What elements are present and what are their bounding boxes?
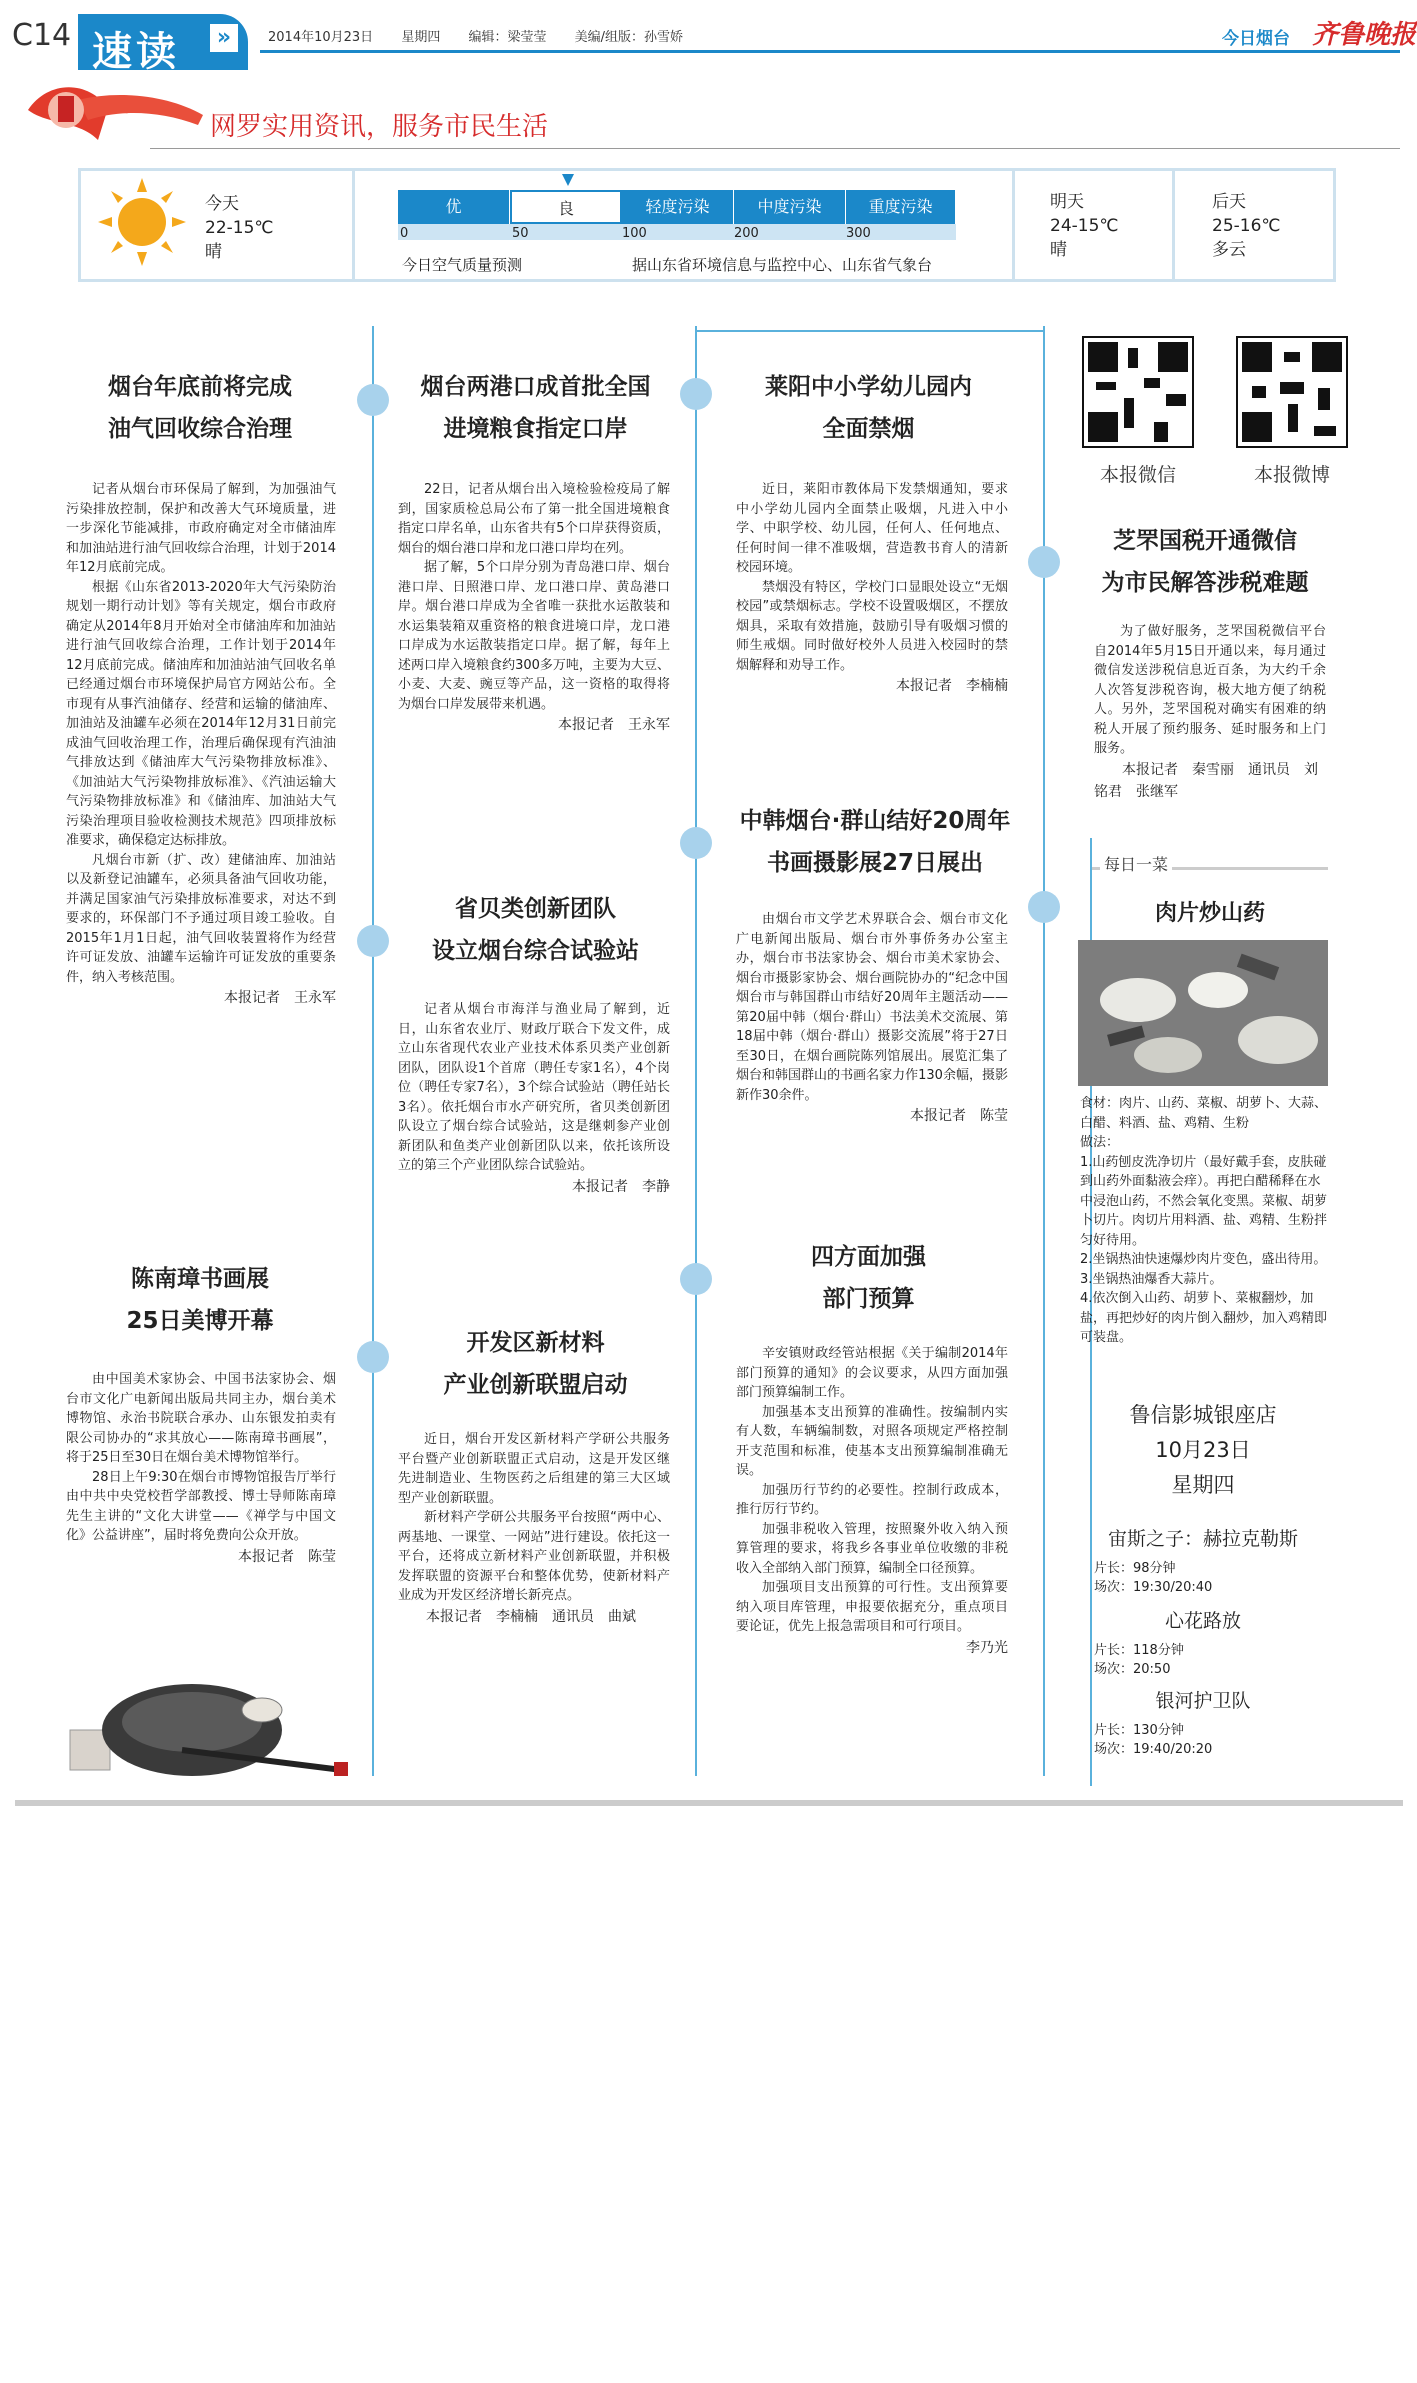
article-headline: [716, 800, 1034, 884]
aqi-pointer-icon: [560, 172, 576, 188]
movie-times: 场次：19:40/20:20: [1094, 1742, 1213, 1757]
issue-meta: [268, 26, 707, 45]
movie-length: 片长：98分钟: [1094, 1561, 1176, 1576]
byline: 本报记者 李静: [572, 1178, 670, 1195]
dish-photo-icon: [1078, 940, 1328, 1086]
movie-title: 宙斯之子：赫拉克勒斯: [1107, 1528, 1298, 1550]
aqi-level-heavy: 重度污染: [846, 190, 956, 224]
double-chevron-icon: »: [210, 24, 238, 52]
movie-times: 场次：19:30/20:40: [1094, 1580, 1213, 1595]
headline-line: 全面禁烟: [822, 416, 915, 442]
slogan: 网罗实用资讯，服务市民生活: [210, 112, 549, 142]
recipe-step: 2.坐锅热油快速爆炒肉片变色，盛出待用。: [1080, 1252, 1327, 1267]
timeline-dot: [680, 827, 712, 859]
headline-line: 四方面加强: [811, 1244, 926, 1270]
recipe-title: 肉片炒山药: [1154, 901, 1265, 926]
recipe-ingredients: 食材：肉片、山药、菜椒、胡萝卜、大蒜、白醋、料酒、盐、鸡精、生粉: [1080, 1096, 1328, 1131]
byline: 本报记者 陈莹: [238, 1548, 336, 1565]
sun-icon: [98, 178, 186, 266]
timeline-dot: [1028, 891, 1060, 923]
aqi-source: 据山东省环境信息与监控中心、山东省气象台: [632, 256, 933, 274]
issue-editor: 编辑：梁莹莹: [468, 30, 547, 45]
column-divider: [372, 326, 374, 1776]
timeline-dot: [357, 384, 389, 416]
paragraph: 根据《山东省2013-2020年大气污染防治规划一期行动计划》等有关规定，烟台市政府确定从2014年8月开始对全市储油库和加油站进行油气回收综合治理，工作计划于2014年12月底前完成。储油库和加油站油气回收名单已经通过烟台市环境保护局官方网站公布。全市现有从事汽油储存、经营和运输的储油库、加油站及油罐车必须在2014年12月31日前完成油气回收治理工作，治理后确保现有汽油油气排放达到《储油库大气污染物排放标准》、《加油站大气污染物排放标准》、《汽油运输大气污染物排放标准》和《储油库、加油站大气污染治理项目验收检测技术规范》四项排放标准要求，确保稳定达标排放。: [66, 579, 336, 848]
headline-line: 省贝类创新团队: [455, 896, 616, 922]
tomorrow-label: 明天: [1050, 192, 1084, 212]
paragraph: 记者从烟台市海洋与渔业局了解到，近日，山东省农业厅、财政厅联合下发文件，成立山东省现代农业产业技术体系贝类产业创新团队，团队设1个首席（聘任专家1名），4个岗位（聘任专家7名），3个综合试验站（聘任站长3名）。依托烟台市水产研究所，省贝类创新团队设立了烟台综合试验站，这是继刺参产业创新团队和鱼类产业创新团队以来，依托该所设立的第三个产业团队综合试验站。: [398, 1002, 670, 1173]
recipe-step: 1.山药刨皮洗净切片（最好戴手套，皮肤碰到山药外面黏液会痒）。再把白醋稀释在水中浸泡山药，不然会氧化变黑。菜椒、胡萝卜切片。肉切片用料酒、盐、鸡精、生粉拌匀好待用。: [1080, 1154, 1328, 1248]
weather-divider: [1172, 170, 1175, 280]
after-cond: 多云: [1212, 240, 1246, 260]
movie-length: 片长：118分钟: [1094, 1643, 1184, 1658]
movie-listing: [1080, 1686, 1326, 1759]
tomorrow-weather: [1050, 190, 1119, 262]
headline-line: 陈南璋书画展: [131, 1266, 269, 1292]
article-body: [398, 480, 670, 736]
byline: 本报记者 秦雪丽 通讯员 刘铭君 张继军: [1094, 761, 1318, 800]
movie-title: 心花路放: [1164, 1610, 1241, 1632]
article-body: [736, 1344, 1008, 1659]
qr-code-wechat-icon[interactable]: [1082, 336, 1194, 448]
recipe-tab-label: 每日一菜: [1100, 852, 1172, 875]
timeline-dot: [357, 1341, 389, 1373]
cinema-date: 10月23日: [1155, 1438, 1251, 1462]
article-headline: [393, 1322, 678, 1406]
after-temp: 25-16℃: [1212, 216, 1281, 236]
recipe-method-label: 做法：: [1080, 1135, 1120, 1150]
headline-line: 烟台两港口成首批全国: [420, 374, 651, 400]
today-cond: 晴: [205, 242, 222, 262]
today-temp: 22-15℃: [205, 218, 274, 238]
headline-line: 开发区新材料: [466, 1330, 605, 1356]
aqi-level-light: 轻度污染: [622, 190, 734, 224]
movie-listing: [1080, 1606, 1326, 1679]
recipe-step: 3.坐锅热油爆香大蒜片。: [1080, 1271, 1223, 1287]
today-label: 今天: [205, 194, 239, 214]
aqi-tick: 300: [846, 226, 871, 241]
column-divider: [1043, 326, 1045, 1776]
aqi-scale-base: [398, 224, 956, 240]
article-body: [398, 1430, 670, 1628]
article-headline: [393, 888, 678, 972]
recipe-body: [1080, 1094, 1330, 1348]
column-divider: [695, 326, 697, 1776]
after-label: 后天: [1212, 192, 1246, 212]
aqi-tick: 0: [400, 226, 409, 241]
paragraph: 辛安镇财政经管站根据《关于编制2014年部门预算的通知》的会议要求，从四方面加强部门预算编制工作。: [736, 1346, 1008, 1400]
brand-logo: 齐鲁晚报: [1312, 20, 1417, 50]
header-rule: [260, 50, 1400, 53]
aqi-level-excellent: 优: [398, 190, 510, 224]
article-body: [736, 910, 1008, 1127]
byline: 本报记者 李楠楠: [896, 678, 1008, 694]
byline: 本报记者 陈莹: [910, 1108, 1008, 1124]
aqi-tick: 100: [622, 226, 647, 241]
after-weather: [1212, 190, 1281, 262]
paragraph: 新材料产学研公共服务平台按照“两中心、两基地、一课堂、一网站”进行建设。依托这一平台，还将成立新材料产业创新联盟，并积极发挥联盟的资源平台和整体优势，使新材料产业成为开发区经济增长新亮点。: [398, 1510, 670, 1603]
recipe-photo: [1078, 940, 1328, 1086]
tomorrow-cond: 晴: [1050, 240, 1067, 260]
cinema-name: 鲁信影城银座店: [1129, 1403, 1277, 1427]
timeline-dot: [1028, 546, 1060, 578]
ribbon-logo-icon: [18, 70, 208, 160]
article-body: [1094, 622, 1326, 803]
aqi-today-label: 今日空气质量预测: [402, 256, 523, 274]
timeline-dot: [357, 925, 389, 957]
inkstone-photo-icon: [62, 1650, 352, 1790]
aqi-tick: 200: [734, 226, 759, 241]
cinema-weekday: 星期四: [1171, 1473, 1235, 1497]
paragraph: 28日上午9:30在烟台市博物馆报告厅举行由中共中央党校哲学部教授、博士导师陈南璋先生主讲的“文化大讲堂——《禅学与中国文化》公益讲座”，届时将免费向公众开放。: [66, 1469, 336, 1543]
article-headline: [716, 366, 1021, 450]
slogan-rule: [150, 148, 1400, 149]
article-headline: [60, 1258, 340, 1342]
movie-length: 片长：130分钟: [1094, 1723, 1184, 1738]
paragraph: 由中国美术家协会、中国书法家协会、烟台市文化广电新闻出版局共同主办，烟台美术博物馆、永治书院联合承办、山东银发拍卖有限公司协办的“求其放心——陈南璋书画展”，将于25日至30日在烟台美术博物馆举行。: [66, 1372, 336, 1465]
headline-line: 莱阳中小学幼儿园内: [765, 374, 972, 400]
paragraph: 加强基本支出预算的准确性。按编制内实有人数，车辆编制数，对照各项规定严格控制开支范围和标准，使基本支出预算编制准确无误。: [736, 1404, 1008, 1478]
paragraph: 加强历行节约的必要性。控制行政成本，推行厉行节约。: [736, 1482, 1008, 1517]
paragraph: 近日，莱阳市教体局下发禁烟通知，要求中小学幼儿园内全面禁止吸烟，凡进入中小学、中职学校、幼儿园，任何人、任何地点、任何时间一律不准吸烟，营造教书育人的清新校园环境。: [736, 482, 1008, 575]
aqi-level-good: 良: [510, 190, 622, 224]
article-headline: [60, 366, 340, 450]
issue-date: 2014年10月23日: [268, 30, 374, 45]
paragraph: 凡烟台市新（扩、改）建储油库、加油站以及新登记油罐车，必须具备油气回收功能，并满足国家油气污染排放标准要求，对达不到要求的，环保部门不予通过项目竣工验收。自2015年1月1日起，油气回收装置将作为经营许可证发放、油罐车运输许可证发放的重要条件，纳入考核范围。: [66, 852, 336, 985]
paragraph: 禁烟没有特区，学校门口显眼处设立“无烟校园”或禁烟标志。学校不设置吸烟区，不摆放烟具，采取有效措施，鼓励引导有吸烟习惯的师生戒烟。同时做好校外人员进入校园时的禁烟解释和劝导工作。: [736, 579, 1008, 673]
headline-line: 书画摄影展27日展出: [766, 850, 983, 876]
aqi-level-moderate: 中度污染: [734, 190, 846, 224]
headline-line: 为市民解答涉税难题: [1101, 570, 1309, 596]
headline-line: 烟台年底前将完成: [108, 374, 292, 400]
byline: 本报记者 王永军: [558, 717, 670, 733]
today-weather: [205, 192, 274, 264]
headline-line: 芝罘国税开通微信: [1113, 528, 1297, 554]
headline-line: 产业创新联盟启动: [443, 1372, 628, 1398]
article-body: [736, 480, 1008, 697]
weather-divider: [1012, 170, 1015, 280]
headline-line: 部门预算: [822, 1286, 915, 1312]
paragraph: 记者从烟台市环保局了解到，为加强油气污染排放控制，保护和改善大气环境质量，进一步深化节能减排，市政府确定对全市储油库和加油站进行油气回收综合治理，计划于2014年12月底前完成。: [66, 482, 336, 575]
cinema-header: [1080, 1398, 1326, 1503]
issue-weekday: 星期四: [401, 30, 441, 45]
recipe-step: 4.依次倒入山药、胡萝卜、菜椒翻炒，加盐，再把炒好的肉片倒入翻炒，加入鸡精即可装盘。: [1080, 1291, 1328, 1345]
paragraph: 由烟台市文学艺术界联合会、烟台市文化广电新闻出版局、烟台市外事侨务办公室主办，烟台市书法家协会、烟台市美术家协会、烟台市摄影家协会、烟台画院协办的“纪念中国烟台市与韩国群山市结好20周年主题活动——第20届中韩（烟台·群山）书法美术交流展、第18届中韩（烟台·群山）摄影交流展”将于27日至30日，在烟台画院陈列馆展出。展览汇集了烟台和韩国群山的书画名家力作130余幅，摄影新作30余件。: [736, 912, 1008, 1103]
article-headline: [716, 1236, 1021, 1320]
headline-line: 设立烟台综合试验站: [432, 938, 639, 964]
weather-divider: [352, 170, 355, 280]
byline: 本报记者 李楠楠 通讯员 曲斌: [426, 1608, 636, 1625]
movie-times: 场次：20:50: [1094, 1662, 1171, 1677]
byline: 本报记者 王永军: [224, 990, 336, 1006]
byline: 李乃光: [966, 1639, 1008, 1656]
qr-label-weibo: 本报微博: [1253, 464, 1330, 486]
article-headline: [393, 366, 678, 450]
headline-line: 油气回收综合治理: [108, 416, 292, 442]
page-bottom-rule: [15, 1800, 1403, 1806]
edition-label: 今日烟台: [1222, 29, 1290, 49]
paragraph: 加强项目支出预算的可行性。支出预算要纳入项目库管理，申报要依据充分，重点项目要论证，优先上报急需项目和可行项目。: [736, 1580, 1008, 1634]
headline-line: 中韩烟台·群山结好20周年: [739, 808, 1011, 834]
page-number: C14: [12, 18, 72, 53]
column-frame: [695, 330, 1043, 332]
timeline-dot: [680, 378, 712, 410]
qr-label-wechat: 本报微信: [1099, 464, 1176, 486]
paragraph: 据了解，5个口岸分别为青岛港口岸、烟台港口岸、日照港口岸、龙口港口岸、黄岛港口岸。烟台港口岸成为全省唯一获批水运散装和水运集装箱双重资格的粮食进境口岸，龙口港口岸成为水运散装指定口岸。据了解，每年上述两口岸入境粮食约300多万吨，主要为大豆、小麦、大麦、豌豆等产品，这一资格的取得将为烟台口岸发展带来机遇。: [398, 560, 670, 712]
article-headline: [1080, 520, 1330, 604]
timeline-dot: [680, 1263, 712, 1295]
article-body: [398, 1000, 670, 1198]
tomorrow-temp: 24-15℃: [1050, 216, 1119, 236]
paragraph: 加强非税收入管理，按照聚外收入纳入预算管理的要求，将我乡各事业单位收缴的非税收入全部纳入部门预算，编制全口径预算。: [736, 1521, 1008, 1576]
issue-designer: 美编/组版：孙雪娇: [574, 30, 684, 45]
headline-line: 25日美博开幕: [126, 1308, 274, 1334]
qr-code-weibo-icon[interactable]: [1236, 336, 1348, 448]
article-body: [66, 480, 336, 1009]
paragraph: 近日，烟台开发区新材料产学研公共服务平台暨产业创新联盟正式启动，这是开发区继先进制造业、生物医药之后组建的第三大区域型产业创新联盟。: [398, 1432, 670, 1506]
paragraph: 22日，记者从烟台出入境检验检疫局了解到，国家质检总局公布了第一批全国进境粮食指定口岸名单，山东省共有5个口岸获得资质，烟台的烟台港口岸和龙口港口岸均在列。: [398, 482, 670, 556]
article-body: [66, 1370, 336, 1568]
section-title: 速读: [92, 29, 180, 75]
paragraph: 为了做好服务，芝罘国税微信平台自2014年5月15日开通以来，每月通过微信发送涉税信息近百条，为大约千余人次答复涉税咨询，极大地方便了纳税人。另外，芝罘国税对确实有困难的纳税人开展了预约服务、延时服务和上门服务。: [1094, 624, 1326, 756]
aqi-tick: 50: [512, 226, 529, 241]
movie-title: 银河护卫队: [1155, 1690, 1251, 1712]
movie-listing: [1080, 1524, 1326, 1597]
headline-line: 进境粮食指定口岸: [443, 416, 628, 442]
